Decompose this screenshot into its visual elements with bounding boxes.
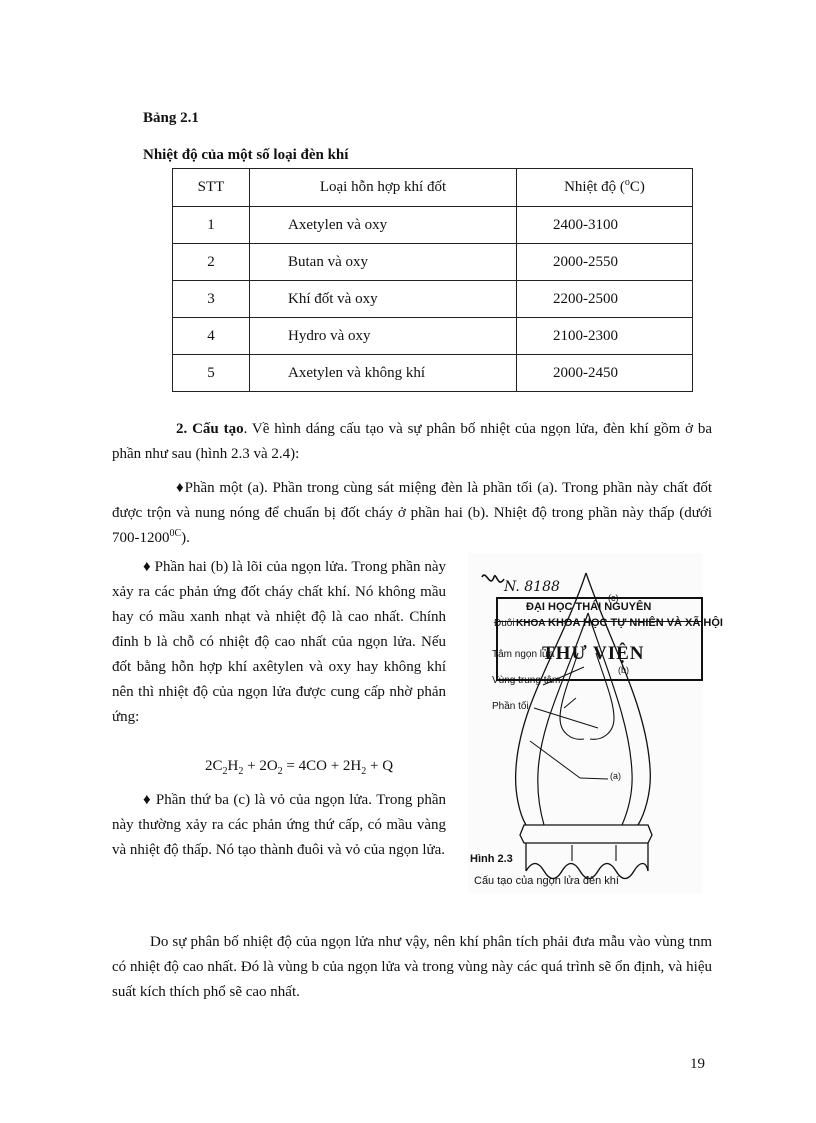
- bullet-icon: ♦: [176, 480, 185, 496]
- table-title: Nhiệt độ của một số loại đèn khí: [143, 147, 349, 163]
- cell-temp: 2000-2550: [517, 244, 693, 281]
- cell-mixture: Axetylen và không khí: [250, 355, 517, 392]
- handwritten-number: N. 8188: [504, 579, 560, 595]
- table-row: [173, 244, 693, 281]
- header-temp-sup: o: [624, 177, 630, 188]
- figure-caption: Cấu tạo của ngọn lửa đèn khí: [474, 875, 619, 887]
- temperature-table: [172, 168, 693, 392]
- cell-mixture: Hydro và oxy: [250, 318, 517, 355]
- flame-label-a: (a): [610, 771, 621, 781]
- flame-label-center-zone: Vùng trung tâm: [492, 675, 561, 686]
- eq-sub-d: 2: [361, 766, 367, 777]
- table-row: [173, 318, 693, 355]
- eq-sub-a: 2: [222, 766, 228, 777]
- cell-mixture: Axetylen và oxy: [250, 207, 517, 244]
- eq-part-d: = 4CO + 2H: [282, 758, 362, 774]
- eq-sub-b: 2: [238, 766, 244, 777]
- table-row: [173, 281, 693, 318]
- stamp-faculty: KHOA HỌC TỰ NHIÊN VÀ XÃ HỘI: [548, 617, 723, 629]
- eq-part-e: + Q: [366, 758, 394, 774]
- table-row: [173, 355, 693, 392]
- header-mixture: Loại hỗn hợp khí đốt: [250, 169, 517, 207]
- cell-mixture: Khí đốt và oxy: [250, 281, 517, 318]
- flame-label-dark: Phần tối: [492, 701, 529, 712]
- flame-label-c: (c): [608, 593, 619, 603]
- cell-temp: 2400-3100: [517, 207, 693, 244]
- table-label: Bảng 2.1: [143, 110, 199, 126]
- header-temp-suffix: C): [629, 179, 645, 195]
- table-header-row: [173, 169, 693, 207]
- reaction-equation: [205, 758, 393, 775]
- part-one-end: ).: [181, 530, 190, 546]
- part-three-paragraph: ♦ Phần thứ ba (c) là vỏ của ngọn lửa. Trong phần này thường xảy ra các phản ứng thứ cấp, có mầu vàng và nhiệt độ thấp. Nó tạo thành đuôi và vỏ của ngọn lửa.: [112, 792, 446, 858]
- table-row: [173, 207, 693, 244]
- eq-part-a: 2C: [205, 758, 223, 774]
- eq-part-c: + 2O: [243, 758, 278, 774]
- structure-intro-text: . Về hình dáng cấu tạo và sự phân bố nhiệt của ngọn lửa, đèn khí gồm ở ba phần như sau (hình 2.3 và 2.4):: [112, 421, 712, 462]
- structure-heading: 2. Cấu tạo: [176, 421, 244, 437]
- header-temperature: [517, 169, 693, 207]
- eq-part-b: H: [227, 758, 239, 774]
- part-one-sup: 0C: [169, 528, 182, 539]
- part-one-text: Phần một (a). Phần trong cùng sát miệng đèn là phần tối (a). Trong phần này chất đốt được trộn và nung nóng để chuẩn bị đốt cháy ở phần hai (b). Nhiệt độ trong phần này thấp (dưới 700-1200: [112, 480, 712, 546]
- part-one-paragraph: [112, 476, 712, 551]
- flame-label-b: (b): [618, 665, 629, 675]
- structure-intro-paragraph: [112, 417, 712, 467]
- flame-figure: [468, 553, 723, 893]
- stamp-overlap-text: KHOA: [516, 618, 546, 629]
- conclusion-paragraph: Do sự phân bố nhiệt độ của ngọn lửa như vậy, nên khí phân tích phải đưa mẫu vào vùng tnm có nhiệt độ cao nhất. Đó là vùng b của ngọn lửa và trong vùng này các quá trình sẽ ổn định, và hiệu suất kích thích phổ sẽ cao nhất.: [112, 934, 712, 1000]
- cell-temp: 2000-2450: [517, 355, 693, 392]
- header-stt: STT: [173, 169, 250, 207]
- cell-stt: 4: [173, 318, 250, 355]
- part-two-paragraph: ♦ Phần hai (b) là lõi của ngọn lửa. Trong phần này xảy ra các phản ứng đốt cháy chất khí. Nó không mầu hay có mầu xanh nhạt và nhiệt độ là cao nhất. Chính đỉnh b là chỗ có nhiệt độ cao nhất của ngọn lửa. Nếu đốt bằng hỗn hợp khí axêtylen và oxy hay không khí nên thì nhiệt độ của ngọn lửa được cung cấp nhờ phản ứng:: [112, 559, 446, 725]
- cell-stt: 1: [173, 207, 250, 244]
- eq-sub-c: 2: [277, 766, 283, 777]
- cell-temp: 2100-2300: [517, 318, 693, 355]
- header-temp-prefix: Nhiệt độ (: [564, 179, 625, 195]
- flame-label-tail: Đuôi: [494, 618, 515, 629]
- page-number: 19: [690, 1056, 705, 1072]
- stamp-university: ĐẠI HỌC THÁI NGUYÊN: [526, 601, 652, 613]
- cell-stt: 2: [173, 244, 250, 281]
- cell-stt: 5: [173, 355, 250, 392]
- cell-stt: 3: [173, 281, 250, 318]
- cell-mixture: Butan và oxy: [250, 244, 517, 281]
- stamp-library: THƯ VIỆN: [542, 643, 645, 664]
- figure-number: Hình 2.3: [470, 853, 513, 865]
- cell-temp: 2200-2500: [517, 281, 693, 318]
- flame-label-core: Tâm ngọn lửa: [492, 649, 555, 660]
